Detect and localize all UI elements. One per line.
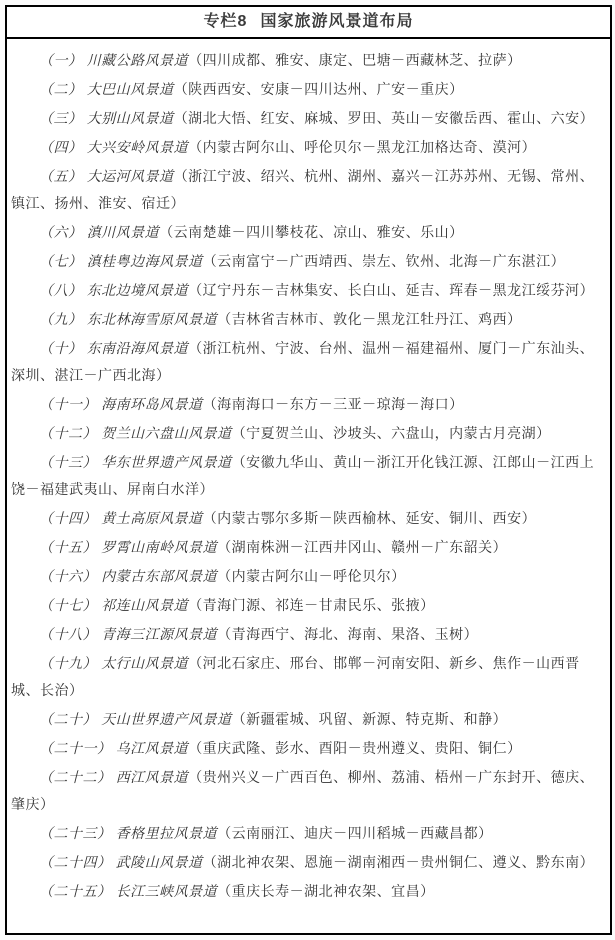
scenic-byway-item bbox=[11, 506, 606, 533]
byway-route: （云南丽江、迪庆－四川稻城－西藏昌都） bbox=[217, 827, 493, 842]
scenic-byway-item bbox=[11, 106, 606, 133]
scenic-byway-item bbox=[11, 564, 606, 591]
byway-route: （陕西西安、安康－四川达州、广安－重庆） bbox=[173, 83, 464, 98]
item-number: （十三） bbox=[39, 456, 97, 471]
byway-name: 罗霄山南岭风景道 bbox=[101, 541, 218, 556]
byway-route: （安徽九华山、黄山－浙江开化钱江源、江郎山－江西上饶－福建武夷山、屏南白水洋） bbox=[11, 456, 595, 498]
scenic-byway-item bbox=[11, 249, 606, 276]
byway-route: （云南富宁－广西靖西、崇左、钦州、北海－广东湛江） bbox=[202, 255, 566, 270]
byway-name: 大别山风景道 bbox=[86, 112, 174, 127]
item-number: （二十五） bbox=[39, 885, 112, 900]
byway-route: （宁夏贺兰山、沙坡头、六盘山，内蒙古月亮湖） bbox=[231, 427, 551, 442]
byway-name: 大巴山风景道 bbox=[86, 83, 174, 98]
byway-route: （辽宁丹东－吉林集安、长白山、延吉、珲春－黑龙江绥芬河） bbox=[188, 284, 595, 299]
byway-route: （云南楚雄－四川攀枝花、凉山、雅安、乐山） bbox=[159, 226, 464, 241]
item-number: （十二） bbox=[39, 427, 97, 442]
box-title bbox=[7, 7, 610, 39]
byway-name: 川藏公路风景道 bbox=[86, 54, 189, 69]
byway-route: （内蒙古鄂尔多斯－陕西榆林、延安、铜川、西安） bbox=[202, 512, 537, 527]
item-number: （十） bbox=[39, 342, 83, 357]
scenic-byway-item bbox=[11, 164, 606, 218]
scenic-byway-item bbox=[11, 48, 606, 75]
scenic-byway-item bbox=[11, 392, 606, 419]
scenic-byway-item bbox=[11, 336, 606, 390]
item-number: （十五） bbox=[39, 541, 97, 556]
byway-name: 青海三江源风景道 bbox=[101, 628, 218, 643]
byway-route: （重庆长寿－湖北神农架、宜昌） bbox=[217, 885, 435, 900]
byway-name: 华东世界遗产风景道 bbox=[101, 456, 232, 471]
scenic-byway-item bbox=[11, 879, 606, 906]
scenic-byway-item bbox=[11, 421, 606, 448]
byway-list bbox=[7, 39, 610, 906]
item-number: （二十三） bbox=[39, 827, 112, 842]
item-number: （二十） bbox=[39, 713, 97, 728]
scenic-byway-item bbox=[11, 535, 606, 562]
byway-name: 西江风景道 bbox=[115, 771, 189, 786]
scenic-byway-item bbox=[11, 765, 606, 819]
byway-name: 滇桂粤边海风景道 bbox=[86, 255, 203, 270]
item-number: （二十四） bbox=[39, 856, 112, 871]
byway-name: 乌江风景道 bbox=[115, 742, 189, 757]
scenic-byway-item bbox=[11, 651, 606, 705]
byway-name: 大运河风景道 bbox=[86, 170, 174, 185]
item-number: （三） bbox=[39, 112, 83, 127]
byway-name: 东南沿海风景道 bbox=[86, 342, 189, 357]
item-number: （二十一） bbox=[39, 742, 112, 757]
item-number: （八） bbox=[39, 284, 83, 299]
scenic-byway-item bbox=[11, 220, 606, 247]
byway-route: （海南海口－东方－三亚－琼海－海口） bbox=[202, 398, 464, 413]
byway-route: （浙江宁波、绍兴、杭州、湖州、嘉兴－江苏苏州、无锡、常州、镇江、扬州、淮安、宿迁） bbox=[11, 170, 595, 212]
byway-route: （内蒙古阿尔山－呼伦贝尔） bbox=[217, 570, 406, 585]
box-title-text: 国家旅游风景道布局 bbox=[260, 13, 414, 30]
item-number: （十六） bbox=[39, 570, 97, 585]
item-number: （七） bbox=[39, 255, 83, 270]
scenic-byway-item bbox=[11, 707, 606, 734]
policy-box bbox=[5, 5, 612, 935]
byway-name: 太行山风景道 bbox=[101, 657, 189, 672]
byway-name: 祁连山风景道 bbox=[101, 599, 189, 614]
item-number: （六） bbox=[39, 226, 83, 241]
byway-route: （新疆霍城、巩留、新源、特克斯、和静） bbox=[231, 713, 508, 728]
item-number: （四） bbox=[39, 141, 83, 156]
byway-route: （吉林省吉林市、敦化－黑龙江牡丹江、鸡西） bbox=[217, 313, 522, 328]
byway-name: 内蒙古东部风景道 bbox=[101, 570, 218, 585]
byway-name: 滇川风景道 bbox=[86, 226, 160, 241]
byway-route: （河北石家庄、邢台、邯郸－河南安阳、新乡、焦作－山西晋城、长治） bbox=[11, 657, 580, 699]
byway-name: 长江三峡风景道 bbox=[115, 885, 218, 900]
byway-route: （湖南株洲－江西井冈山、赣州－广东韶关） bbox=[217, 541, 508, 556]
item-number: （二十二） bbox=[39, 771, 112, 786]
byway-name: 大兴安岭风景道 bbox=[86, 141, 189, 156]
byway-route: （湖北神农架、恩施－湖南湘西－贵州铜仁、遵义、黔东南） bbox=[202, 856, 595, 871]
item-number: （五） bbox=[39, 170, 83, 185]
byway-route: （浙江杭州、宁波、台州、温州－福建福州、厦门－广东汕头、深圳、湛江－广西北海） bbox=[11, 342, 595, 384]
item-number: （九） bbox=[39, 313, 83, 328]
item-number: （十九） bbox=[39, 657, 97, 672]
scenic-byway-item bbox=[11, 278, 606, 305]
item-number: （二） bbox=[39, 83, 83, 98]
byway-route: （湖北大悟、红安、麻城、罗田、英山－安徽岳西、霍山、六安） bbox=[173, 112, 595, 127]
item-number: （十四） bbox=[39, 512, 97, 527]
byway-route: （四川成都、雅安、康定、巴塘－西藏林芝、拉萨） bbox=[188, 54, 522, 69]
byway-route: （内蒙古阿尔山、呼伦贝尔－黑龙江加格达奇、漠河） bbox=[188, 141, 537, 156]
byway-name: 东北边境风景道 bbox=[86, 284, 189, 299]
byway-name: 黄土高原风景道 bbox=[101, 512, 203, 527]
scenic-byway-item bbox=[11, 593, 606, 620]
byway-name: 海南环岛风景道 bbox=[101, 398, 203, 413]
item-number: （十八） bbox=[39, 628, 97, 643]
byway-name: 贺兰山六盘山风景道 bbox=[101, 427, 232, 442]
byway-name: 东北林海雪原风景道 bbox=[86, 313, 218, 328]
scenic-byway-item bbox=[11, 622, 606, 649]
box-title-number: 专栏8 bbox=[203, 13, 248, 30]
item-number: （一） bbox=[39, 54, 83, 69]
byway-route: （青海门源、祁连－甘肃民乐、张掖） bbox=[188, 599, 435, 614]
byway-route: （贵州兴义－广西百色、柳州、荔浦、梧州－广东封开、德庆、肇庆） bbox=[11, 771, 595, 813]
scenic-byway-item bbox=[11, 850, 606, 877]
scenic-byway-item bbox=[11, 736, 606, 763]
scenic-byway-item bbox=[11, 77, 606, 104]
byway-route: （重庆武隆、彭水、酉阳－贵州遵义、贵阳、铜仁） bbox=[188, 742, 522, 757]
scenic-byway-item bbox=[11, 135, 606, 162]
scenic-byway-item bbox=[11, 821, 606, 848]
scenic-byway-item bbox=[11, 450, 606, 504]
item-number: （十一） bbox=[39, 398, 97, 413]
byway-name: 香格里拉风景道 bbox=[115, 827, 218, 842]
byway-name: 武陵山风景道 bbox=[115, 856, 203, 871]
scenic-byway-item bbox=[11, 307, 606, 334]
byway-route: （青海西宁、海北、海南、果洛、玉树） bbox=[217, 628, 479, 643]
item-number: （十七） bbox=[39, 599, 97, 614]
byway-name: 天山世界遗产风景道 bbox=[101, 713, 232, 728]
